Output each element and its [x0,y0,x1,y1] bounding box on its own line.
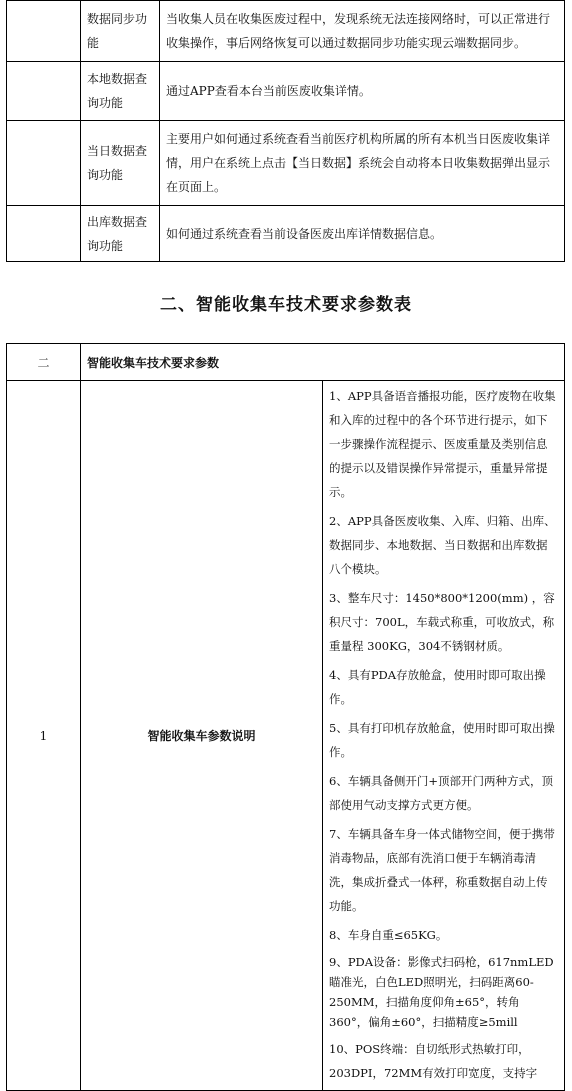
spec-item: 10、POS终端：自切纸形式热敏打印，203DPI，72MM有效打印宽度，支持字 [329,1042,538,1080]
section-heading: 二、智能收集车技术要求参数表 [160,295,412,315]
spec-item: 7、车辆具备车身一体式储物空间，便于携带消毒物品，底部有洗消口便于车辆消毒清洗，集成折叠式一体秤，称重数据自动上传功能。 [329,827,555,913]
function-desc-cell: 如何通过系统查看当前设备医废出库详情数据信息。 [160,206,565,262]
function-desc-cell: 通过APP查看本台当前医废收集详情。 [160,62,565,121]
empty-cell [7,62,81,121]
spec-item: 5、具有打印机存放舱盒，使用时即可取出操作。 [329,721,555,759]
empty-cell [7,1,81,62]
table-row [7,381,565,1091]
empty-cell [7,206,81,262]
spec-table [6,343,565,1091]
function-name-cell: 数据同步功能 [81,1,160,62]
spec-item: 8、车身自重≤65KG。 [329,928,448,942]
header-number-cell: 二 [7,344,81,381]
row-number-cell: 1 [7,381,81,1091]
spec-item: 3、整车尺寸：1450*800*1200(mm) ，容积尺寸：700L，车载式称重，可收放式，称重量程 300KG，304不锈钢材质。 [329,591,555,653]
table-row [7,121,565,206]
function-name-cell: 出库数据查询功能 [81,206,160,262]
function-description-table [6,0,565,262]
spec-item: 2、APP具备医废收集、入库、归箱、出库、数据同步、本地数据、当日数据和出库数据八个模块。 [329,514,556,576]
table-row [7,62,565,121]
table-row [7,206,565,262]
spec-item: 4、具有PDA存放舱盒，使用时即可取出操作。 [329,668,546,706]
row-label-cell: 智能收集车参数说明 [81,381,323,1091]
spec-item: 9、PDA设备：影像式扫码枪，617nmLED瞄准光，白色LED照明光，扫码距离60-250MM，扫描角度仰角±65°，转角360°，偏角±60°，扫描精度≥5mill [329,955,554,1029]
table-header-row [7,344,565,381]
spec-item: 1、APP具备语音播报功能，医疗废物在收集和入库的过程中的各个环节进行提示，如下一步骤操作流程提示、医废重量及类别信息的提示以及错误操作异常提示，重量异常提示。 [329,389,556,499]
header-title-cell: 智能收集车技术要求参数 [81,344,565,381]
function-desc-cell: 主要用户如何通过系统查看当前医疗机构所属的所有本机当日医废收集详情，用户在系统上点击【当日数据】系统会自动将本日收集数据弹出显示在页面上。 [160,121,565,206]
table-row [7,1,565,62]
spec-item: 6、车辆具备侧开门+顶部开门两种方式，顶部使用气动支撑方式更方便。 [329,774,553,812]
function-name-cell: 当日数据查询功能 [81,121,160,206]
function-desc-cell: 当收集人员在收集医废过程中，发现系统无法连接网络时，可以正常进行收集操作，事后网络恢复可以通过数据同步功能实现云端数据同步。 [160,1,565,62]
spec-items-cell [323,381,565,1091]
empty-cell [7,121,81,206]
function-name-cell: 本地数据查询功能 [81,62,160,121]
